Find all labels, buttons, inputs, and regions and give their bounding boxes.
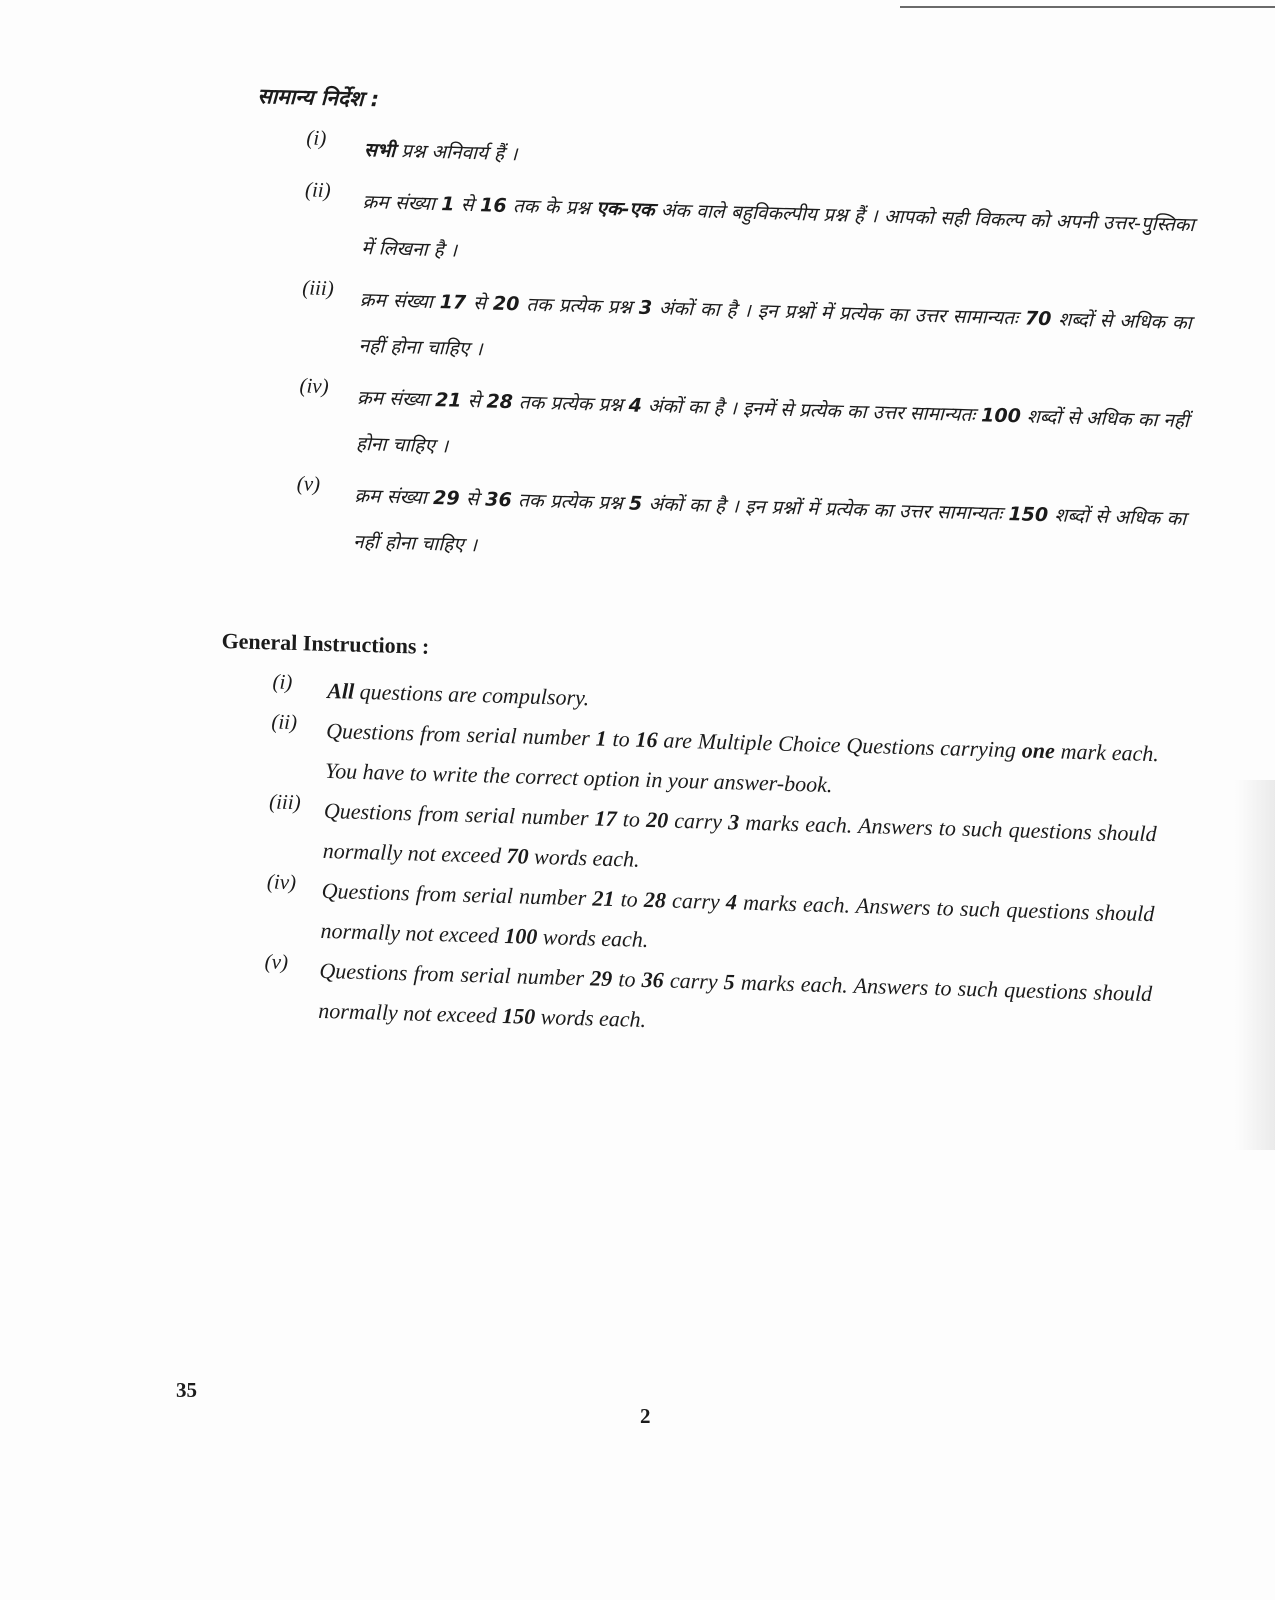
instruction-text-run: to <box>606 725 636 752</box>
hindi-heading: सामान्य निर्देश : <box>257 83 380 112</box>
hindi-instruction-list <box>245 124 1197 588</box>
instruction-number: (i) <box>272 669 293 694</box>
instruction-text-run: words each. <box>528 843 640 872</box>
instruction-text-run: to <box>614 886 645 912</box>
instruction-text-run: अंक वाले बहुविकल्पीय प्रश्न हैं । आपको सही विकल्प को अपनी उत्तर-पुस्तिका में लिखना है । <box>361 199 1195 262</box>
instruction-text-run: carry <box>665 887 727 915</box>
emphasis-text: 20 <box>492 292 520 316</box>
instruction-text-run: अंकों का है । इनमें से प्रत्येक का उत्तर सामान्यतः <box>641 394 982 427</box>
instruction-text-run: carry <box>663 967 725 995</box>
emphasis-text: 17 <box>594 805 618 832</box>
emphasis-text: 5 <box>628 492 643 515</box>
instruction-item <box>245 470 1187 588</box>
instruction-text-run: से <box>461 389 487 413</box>
instruction-text-run: प्रश्न अनिवार्य हैं । <box>394 139 518 166</box>
instruction-number: (iv) <box>266 869 297 895</box>
emphasis-text: 29 <box>432 487 460 510</box>
emphasis-text: 150 <box>501 1002 536 1029</box>
instruction-item <box>250 274 1192 392</box>
instruction-number: (v) <box>296 471 321 496</box>
emphasis-text: 20 <box>645 806 669 833</box>
instruction-text-run: mark each. You have to write the correct option in your answer-book. <box>324 738 1160 798</box>
instruction-text-run: क्रम संख्या <box>356 386 436 412</box>
instruction-number: (iv) <box>299 373 330 399</box>
emphasis-text: 4 <box>725 889 738 915</box>
emphasis-text: 100 <box>504 923 538 949</box>
instruction-text-run: शब्दों से अधिक का नहीं होना चाहिए । <box>358 308 1192 361</box>
emphasis-text: 36 <box>484 488 513 512</box>
instruction-number: (iii) <box>268 789 301 815</box>
emphasis-text: 3 <box>638 296 653 320</box>
instruction-text-run: marks each. Answers to such questions should normally not exceed <box>320 889 1155 949</box>
instruction-text-run: words each. <box>534 1003 647 1032</box>
instruction-text-run: to <box>616 806 647 832</box>
hindi-instructions <box>244 82 1197 594</box>
instruction-number: (ii) <box>304 177 332 203</box>
emphasis-text: 4 <box>628 394 643 417</box>
instruction-text <box>353 473 1187 588</box>
instruction-text-run: Questions from serial number <box>321 877 593 911</box>
instruction-text-run: questions are compulsory. <box>353 678 590 711</box>
instruction-text-run: marks each. Answers to such questions should normally not exceed <box>322 809 1157 869</box>
instruction-text-run: words each. <box>537 923 649 953</box>
emphasis-text: 150 <box>1008 503 1049 527</box>
instruction-text-run: Questions from serial number <box>325 717 597 751</box>
english-heading: General Instructions : <box>221 628 430 659</box>
emphasis-text: All <box>326 677 355 704</box>
instruction-text-run: तक के प्रश्न <box>506 194 597 220</box>
instruction-text-run: तक प्रत्येक प्रश्न <box>519 293 640 319</box>
top-rule <box>900 6 1275 8</box>
emphasis-text: एक-एक <box>596 197 655 222</box>
paper-code-number: 35 <box>176 1378 197 1402</box>
instruction-text-run: are Multiple Choice Questions carrying <box>657 727 1023 763</box>
instruction-text <box>358 277 1192 392</box>
instruction-text-run: से <box>459 487 486 511</box>
instruction-text-run: to <box>611 966 643 992</box>
instruction-text-run: अंकों का है । इन प्रश्नों में प्रत्येक का उत्तर सामान्यतः <box>641 492 1009 526</box>
emphasis-text: 5 <box>723 969 736 995</box>
emphasis-text: 1 <box>595 725 608 751</box>
instruction-text-run: अंकों का है । इन प्रश्नों में प्रत्येक का उत्तर सामान्यतः <box>651 297 1026 330</box>
instruction-number: (i) <box>306 125 327 150</box>
english-instructions <box>211 628 1162 1054</box>
instruction-number: (iii) <box>301 275 335 301</box>
instruction-number: (v) <box>264 949 289 974</box>
emphasis-text: 3 <box>727 809 740 835</box>
instruction-text-run: से <box>454 193 481 217</box>
instruction-item <box>253 176 1195 294</box>
page-edge-shadow <box>1235 780 1275 1150</box>
emphasis-text: 36 <box>641 966 665 993</box>
emphasis-text: one <box>1021 737 1056 764</box>
emphasis-text: 21 <box>434 389 462 412</box>
emphasis-text: 1 <box>440 193 455 216</box>
instruction-text <box>361 179 1195 294</box>
emphasis-text: सभी <box>363 138 396 162</box>
emphasis-text: 100 <box>980 404 1022 428</box>
instruction-text-run: शब्दों से अधिक का नहीं होना चाहिए । <box>355 405 1190 458</box>
instruction-text-run: तक प्रत्येक प्रश्न <box>512 391 629 417</box>
page-number: 2 <box>640 1404 651 1428</box>
emphasis-text: 28 <box>486 390 514 414</box>
instruction-text-run: क्रम संख्या <box>354 484 434 510</box>
instruction-text-run: क्रम संख्या <box>359 288 441 314</box>
emphasis-text: 17 <box>439 291 467 314</box>
instruction-text-run: शब्दों से अधिक का नहीं होना चाहिए । <box>352 504 1187 557</box>
emphasis-text: 16 <box>635 726 658 753</box>
instruction-text-run: Questions from serial number <box>319 957 591 991</box>
emphasis-text: 29 <box>589 965 613 992</box>
instruction-text-run: Questions from serial number <box>323 797 596 831</box>
english-instruction-list <box>211 668 1161 1054</box>
instruction-number: (ii) <box>271 709 298 735</box>
instruction-text <box>355 375 1189 490</box>
emphasis-text: 16 <box>479 194 507 217</box>
emphasis-text: 70 <box>506 843 529 869</box>
instruction-item <box>247 372 1189 490</box>
instruction-text-run: marks each. Answers to such questions should normally not exceed <box>318 969 1153 1028</box>
instruction-text-run: क्रम संख्या <box>362 190 442 216</box>
emphasis-text: 70 <box>1024 307 1052 331</box>
instruction-text-run: carry <box>667 807 729 835</box>
instruction-text-run: तक प्रत्येक प्रश्न <box>511 489 630 515</box>
emphasis-text: 21 <box>592 885 615 912</box>
instruction-text-run: से <box>465 291 494 315</box>
emphasis-text: 28 <box>643 886 667 913</box>
